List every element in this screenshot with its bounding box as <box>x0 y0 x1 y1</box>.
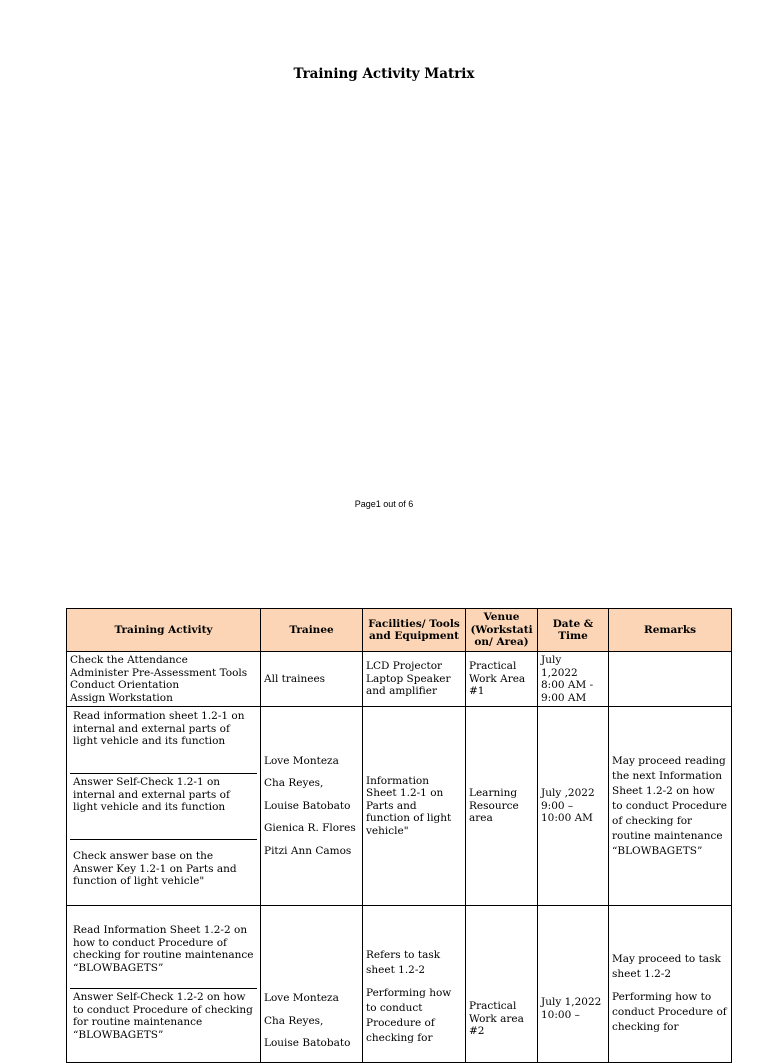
activity-line: Conduct Orientation <box>70 679 180 691</box>
trainee-name: Louise Batobato <box>264 1037 351 1049</box>
document-title: Training Activity Matrix <box>293 66 475 82</box>
venue-cell <box>466 652 538 707</box>
venue-line: Work Area <box>469 672 526 685</box>
remarks-cell <box>609 906 732 1063</box>
facility-line: and amplifier <box>366 685 437 698</box>
facilities-cell: Information Sheet 1.2-1 on Parts and function of light vehicle" <box>363 707 466 906</box>
date-cell: July ,2022 9:00 – 10:00 AM <box>538 707 609 906</box>
facility-line: LCD Projector <box>366 660 443 673</box>
date-cell: July 1,2022 10:00 – <box>538 906 609 1063</box>
activity-item: Answer Self-Check 1.2-1 on internal and external parts of light vehicle and its function <box>70 773 257 839</box>
trainee-cell <box>261 906 363 1063</box>
date-line: 9:00 AM <box>541 691 587 704</box>
venue-line: Practical <box>469 660 517 673</box>
trainee-name: Cha Reyes, <box>264 777 324 790</box>
facility-line: Laptop Speaker <box>366 672 451 685</box>
activity-item: Answer Self-Check 1.2-2 on how to conduct Procedure of checking for routine maintenance “BLOWBAGETS” <box>70 988 257 1053</box>
trainee-name: Louise Batobato <box>264 799 351 812</box>
date-line: 1,2022 <box>541 666 578 679</box>
venue-line: #1 <box>469 685 485 698</box>
header-training-activity: Training Activity <box>67 609 261 652</box>
trainee-name: Love Monteza <box>264 992 339 1004</box>
header-venue: Venue (Workstati on/ Area) <box>466 609 538 652</box>
date-line: 8:00 AM - <box>541 679 594 691</box>
activity-line: Administer Pre-Assessment Tools <box>70 666 248 679</box>
header-facilities: Facilities/ Tools and Equipment <box>363 609 466 652</box>
date-cell <box>538 652 609 707</box>
trainee-cell: All trainees <box>261 652 363 707</box>
activity-line: Check the Attendance <box>70 654 188 666</box>
trainee-name: Gienica R. Flores <box>264 822 356 835</box>
activity-item: Read information sheet 1.2-1 on internal and external parts of light vehicle and its function <box>73 710 245 747</box>
date-line: July <box>541 654 562 666</box>
page-number: Page1 out of 6 <box>354 499 414 509</box>
activity-item: Read Information Sheet 1.2-2 on how to conduct Procedure of checking for routine maintenance “BLOWBAGETS” <box>73 924 254 974</box>
remarks-cell <box>609 652 732 707</box>
remarks-cell: May proceed reading the next Information Sheet 1.2-2 on how to conduct Procedure of checking for routine maintenance “BLOWBAGETS” <box>609 707 732 906</box>
activity-line: Assign Workstation <box>70 691 173 704</box>
trainee-cell <box>261 707 363 906</box>
trainee-name: Pitzi Ann Camos <box>264 844 352 857</box>
remarks-text: May proceed to task sheet 1.2-2 <box>612 953 721 980</box>
facilities-cell <box>363 652 466 707</box>
activity-item: Check answer base on the Answer Key 1.2-1 on Parts and function of light vehicle" <box>70 839 257 903</box>
facility-text: Performing how to conduct Procedure of checking for <box>366 987 452 1044</box>
header-trainee: Trainee <box>261 609 363 652</box>
table-row <box>67 652 732 707</box>
table-row <box>67 707 732 906</box>
activity-cell <box>67 906 261 1063</box>
trainee-name: Cha Reyes, <box>264 1014 324 1027</box>
facility-text: Refers to task sheet 1.2-2 <box>366 949 441 976</box>
table-header-row <box>67 609 732 652</box>
venue-cell: Practical Work area #2 <box>466 906 538 1063</box>
activity-cell <box>67 707 261 906</box>
training-activity-table <box>66 608 732 1063</box>
header-date-time: Date & Time <box>538 609 609 652</box>
table-row <box>67 906 732 1063</box>
venue-cell: Learning Resource area <box>466 707 538 906</box>
activity-cell <box>67 652 261 707</box>
trainee-name: Love Monteza <box>264 754 339 767</box>
facilities-cell <box>363 906 466 1063</box>
header-remarks: Remarks <box>609 609 732 652</box>
remarks-text: Performing how to conduct Procedure of checking for <box>612 991 727 1033</box>
